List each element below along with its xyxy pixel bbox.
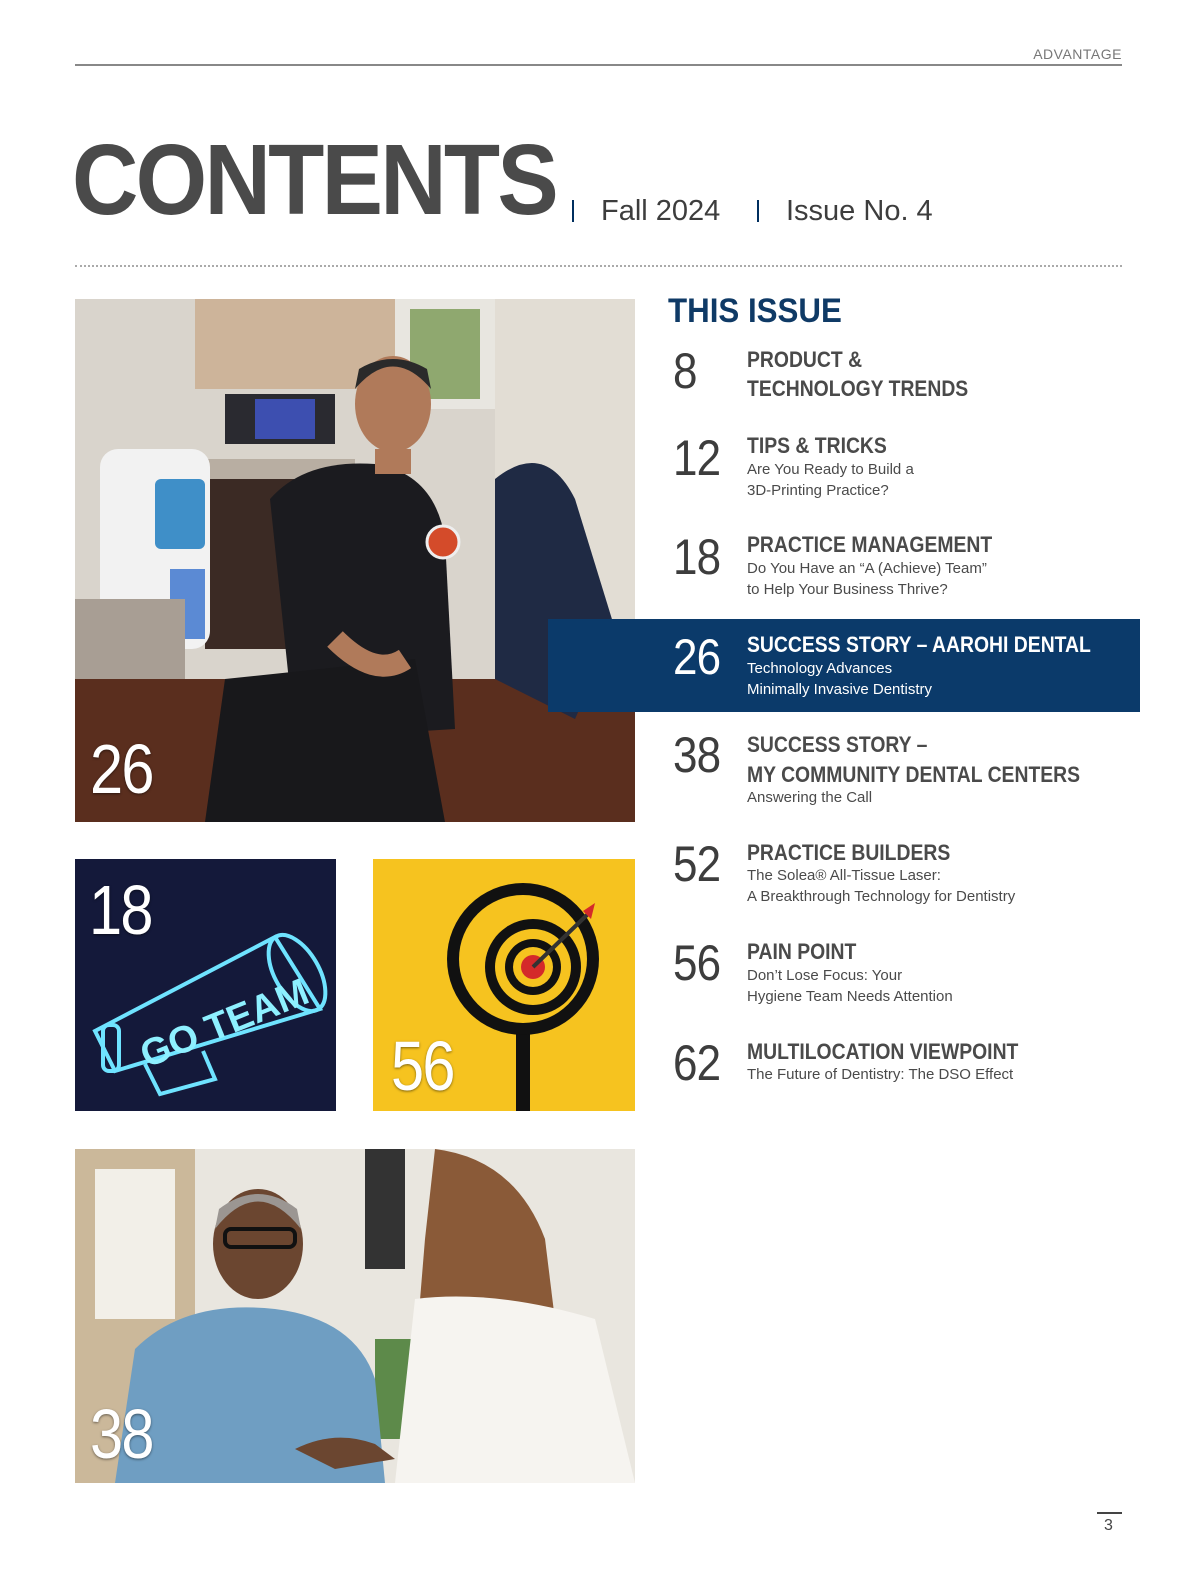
issue-number: Issue No. 4 <box>786 195 933 227</box>
toc-subtitle-line: Minimally Invasive Dentistry <box>747 681 933 698</box>
toc-subtitle-line: 3D-Printing Practice? <box>747 482 889 499</box>
handshake-illustration <box>75 1149 635 1483</box>
toc-page-number: 8 <box>673 343 697 399</box>
toc-title-line: TIPS & TRICKS <box>747 433 887 458</box>
toc-subtitle-line: Are You Ready to Build a <box>747 461 914 478</box>
toc-title-line: PRACTICE MANAGEMENT <box>747 532 993 557</box>
toc-page-number: 12 <box>673 430 721 486</box>
toc-subtitle-line: Do You Have an “A (Achieve) Team” <box>747 560 987 577</box>
toc-subtitle-line: Don’t Lose Focus: Your <box>747 967 903 984</box>
toc-title-line: TECHNOLOGY TRENDS <box>747 376 969 401</box>
toc-title-line: PRACTICE BUILDERS <box>747 840 951 865</box>
issue-season: Fall 2024 <box>601 195 721 227</box>
toc-title-line: MULTILOCATION VIEWPOINT <box>747 1039 1019 1064</box>
top-rule <box>75 64 1122 66</box>
toc-subtitle-line: The Future of Dentistry: The DSO Effect <box>747 1066 1014 1083</box>
photo-handshake[interactable] <box>75 1149 635 1483</box>
toc-subtitle-line: A Breakthrough Technology for Dentistry <box>747 888 1016 905</box>
toc-subtitle-line: Answering the Call <box>747 789 873 806</box>
page-number: 3 <box>1104 1517 1113 1534</box>
toc-page-number: 56 <box>673 935 721 991</box>
photo-go-team[interactable] <box>75 859 336 1111</box>
title-separator <box>572 200 574 222</box>
photo-dentist[interactable] <box>75 299 635 822</box>
toc-title-line: SUCCESS STORY – AAROHI DENTAL <box>747 632 1091 657</box>
folio-rule <box>1097 1512 1122 1514</box>
toc-subtitle-line: to Help Your Business Thrive? <box>747 581 948 598</box>
photo-page-number: 26 <box>90 730 153 808</box>
toc-title-line: PAIN POINT <box>747 939 857 964</box>
section-heading: THIS ISSUE <box>668 292 842 330</box>
page-title: CONTENTS <box>72 124 556 236</box>
photo-page-number: 18 <box>89 871 152 949</box>
toc-title-line: SUCCESS STORY – <box>747 732 928 757</box>
photo-page-number: 56 <box>391 1027 454 1105</box>
toc-subtitle-line: The Solea® All-Tissue Laser: <box>747 867 941 884</box>
photo-page-number: 38 <box>90 1395 153 1473</box>
toc-subtitle-line: Technology Advances <box>747 660 893 677</box>
toc-title-line: PRODUCT & <box>747 347 863 372</box>
dentist-illustration <box>75 299 635 822</box>
dotted-divider <box>75 265 1122 267</box>
running-head: ADVANTAGE <box>1033 46 1122 62</box>
title-separator <box>757 200 759 222</box>
toc-title-line: MY COMMUNITY DENTAL CENTERS <box>747 762 1081 787</box>
toc-subtitle-line: Hygiene Team Needs Attention <box>747 988 953 1005</box>
toc-page-number: 26 <box>673 629 721 685</box>
toc-page-number: 52 <box>673 836 721 892</box>
toc-page-number: 18 <box>673 529 721 585</box>
photo-target[interactable] <box>373 859 635 1111</box>
toc-page-number: 62 <box>673 1035 721 1091</box>
toc-page-number: 38 <box>673 727 721 783</box>
svg-text:GO TEAM: GO TEAM <box>134 971 315 1077</box>
